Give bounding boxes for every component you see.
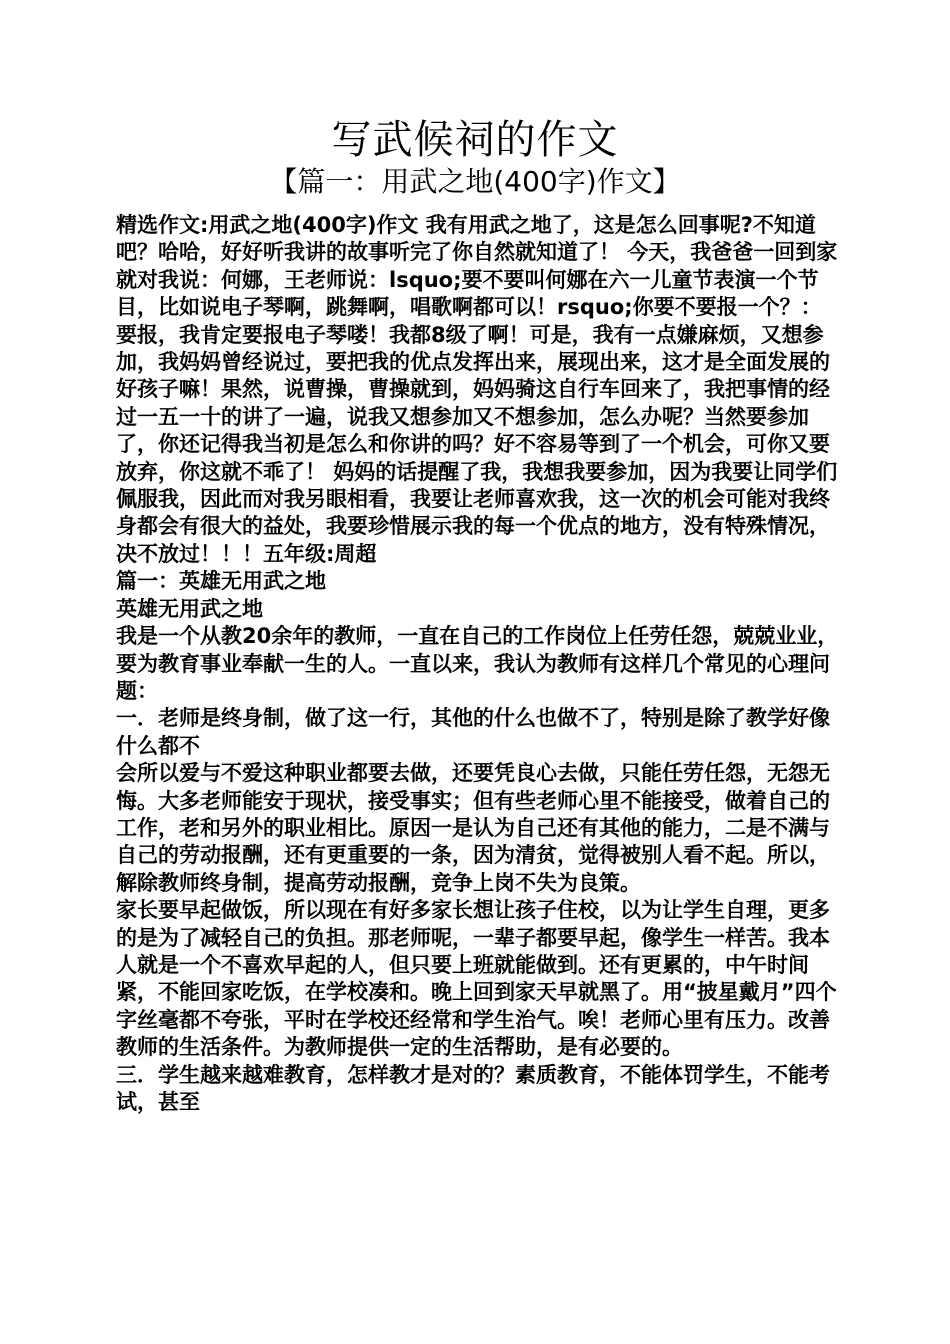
document-title: 写武候祠的作文 xyxy=(331,117,619,163)
body-paragraph: 家长要早起做饭，所以现在有好多家长想让孩子住校，以为让学生自理，更多的是为了减轻自己的负担。那老师呢，一辈子都要早起，像学生一样苦。我本人就是一个不喜欢早起的人，但只要上班就能做到。还有更累的，中午时间紧，不能回家吃饭，在学校凑和。晚上回到家天早就黑了。用“披星戴月”四个字丝毫都不夸张，平时在学校还经常和学生治气。唉！老师心里有压力。改善教师的生活条件。为教师提供一定的生活帮助，是有必要的。 xyxy=(116,898,837,1060)
body-paragraph: 一．老师是终身制，做了这一行，其他的什么也做不了，特别是除了教学好像什么都不 xyxy=(116,706,830,758)
document-body xyxy=(116,212,842,1116)
body-paragraph: 精选作文:用武之地(400字)作文 我有用武之地了，这是怎么回事呢?不知道吧？哈哈，好好听我讲的故事听完了你自然就知道了！ 今天，我爸爸一回到家就对我说：何娜，王老师说：lsquo;要不要叫何娜在六一儿童节表演一个节目，比如说电子琴啊，跳舞啊，唱歌啊都可以！rsquo;你要不要报一个？：要报，我肯定要报电子琴喽！我都8级了啊！可是，我有一点嫌麻烦，又想参加，我妈妈曾经说过，要把我的优点发挥出来，展现出来，这才是全面发展的好孩子嘛！果然，说曹操，曹操就到，妈妈骑这自行车回来了，我把事情的经过一五一十的讲了一遍，说我又想参加又不想参加，怎么办呢？当然要参加了，你还记得我当初是怎么和你讲的吗？好不容易等到了一个机会，可你又要放弃，你这就不乖了！ 妈妈的话提醒了我，我想我要参加，因为我要让同学们佩服我，因此而对我另眼相看，我要让老师喜欢我，这一次的机会可能对我终身都会有很大的益处，我要珍惜展示我的每一个优点的地方，没有特殊情况，决不放过！！！五年级:周超 xyxy=(116,213,838,566)
body-paragraph: 我是一个从教20余年的教师，一直在自己的工作岗位上任劳任怨，兢兢业业，要为教育事业奉献一生的人。一直以来，我认为教师有这样几个常见的心理问题： xyxy=(116,624,839,703)
body-paragraph: 三．学生越来越难教育，怎样教才是对的？素质教育，不能体罚学生，不能考试，甚至 xyxy=(116,1062,830,1114)
section-heading: 英雄无用武之地 xyxy=(116,596,263,621)
body-paragraph: 会所以爱与不爱这种职业都要去做，还要凭良心去做，只能任劳任怨，无怨无悔。大多老师能安于现状，接受事实；但有些老师心里不能接受，做着自己的工作，老和另外的职业相比。原因一是认为自己还有其他的能力，二是不满与自己的劳动报酬，还有更重要的一条，因为清贫，觉得被别人看不起。所以，解除教师终身制，提高劳动报酬，竞争上岗不失为良策。 xyxy=(116,761,830,895)
section-heading: 篇一：英雄无用武之地 xyxy=(116,569,326,594)
document-subtitle: 【篇一：用武之地(400字)作文】 xyxy=(269,165,681,198)
